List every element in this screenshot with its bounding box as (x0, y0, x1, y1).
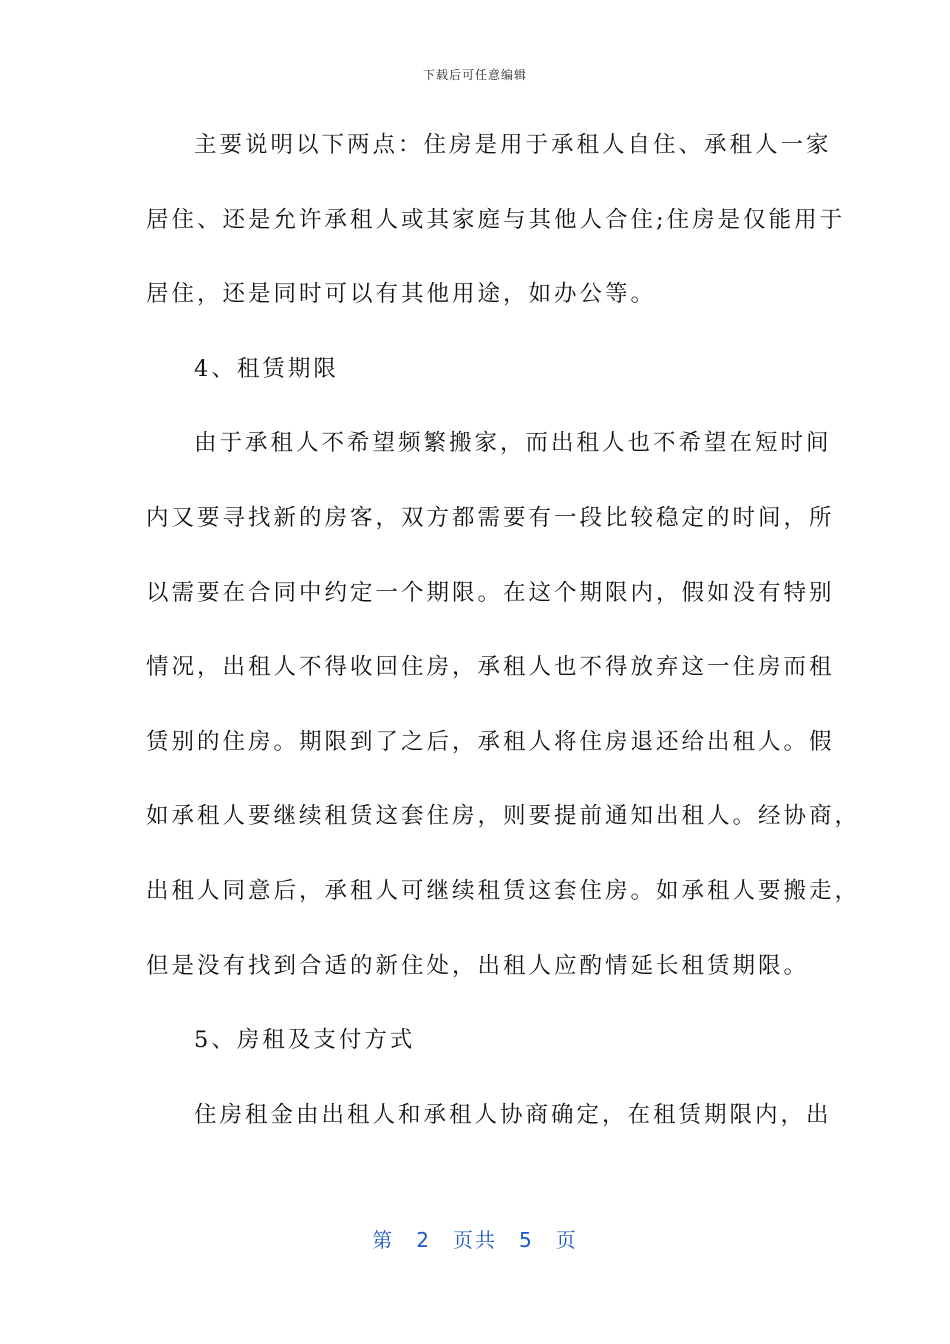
section-heading-rental-term: 4、租赁期限 (194, 355, 339, 382)
page-header: 下载后可任意编辑 (422, 68, 527, 82)
footer-middle: 页共 (453, 1228, 497, 1252)
footer-prefix: 第 (372, 1228, 395, 1252)
paragraph-line: 内又要寻找新的房客，双方都需要有一段比较稳定的时间，所 (146, 504, 835, 531)
paragraph-line: 但是没有找到合适的新住处，出租人应酌情延长租赁期限。 (146, 952, 810, 979)
paragraph-line: 赁别的住房。期限到了之后，承租人将住房退还给出租人。假 (146, 728, 835, 755)
document-body (146, 124, 861, 1168)
paragraph-line: 主要说明以下两点：住房是用于承租人自住、承租人一家 (194, 132, 832, 158)
paragraph-line: 情况，出租人不得收回住房，承租人也不得放弃这一住房而租 (146, 654, 835, 681)
paragraph-line: 居住，还是同时可以有其他用途，如办公等。 (146, 281, 657, 308)
footer-suffix: 页 (555, 1228, 578, 1252)
section-heading-rent-payment: 5、房租及支付方式 (194, 1027, 416, 1054)
paragraph-line: 居住、还是允许承租人或其家庭与其他人合住;住房是仅能用于 (146, 206, 846, 233)
paragraph-line: 如承租人要继续租赁这套住房，则要提前通知出租人。经协商， (146, 803, 861, 830)
paragraph-line: 出租人同意后，承租人可继续租赁这套住房。如承租人要搬走， (146, 877, 861, 904)
page-footer (0, 1224, 950, 1253)
paragraph-line: 由于承租人不希望频繁搬家，而出租人也不希望在短时间 (194, 430, 832, 457)
paragraph-line: 以需要在合同中约定一个期限。在这个期限内，假如没有特别 (146, 579, 835, 606)
footer-total-pages: 5 (519, 1228, 534, 1252)
footer-page-number: 2 (416, 1228, 431, 1252)
paragraph-line: 住房租金由出租人和承租人协商确定，在租赁期限内，出 (194, 1101, 832, 1128)
